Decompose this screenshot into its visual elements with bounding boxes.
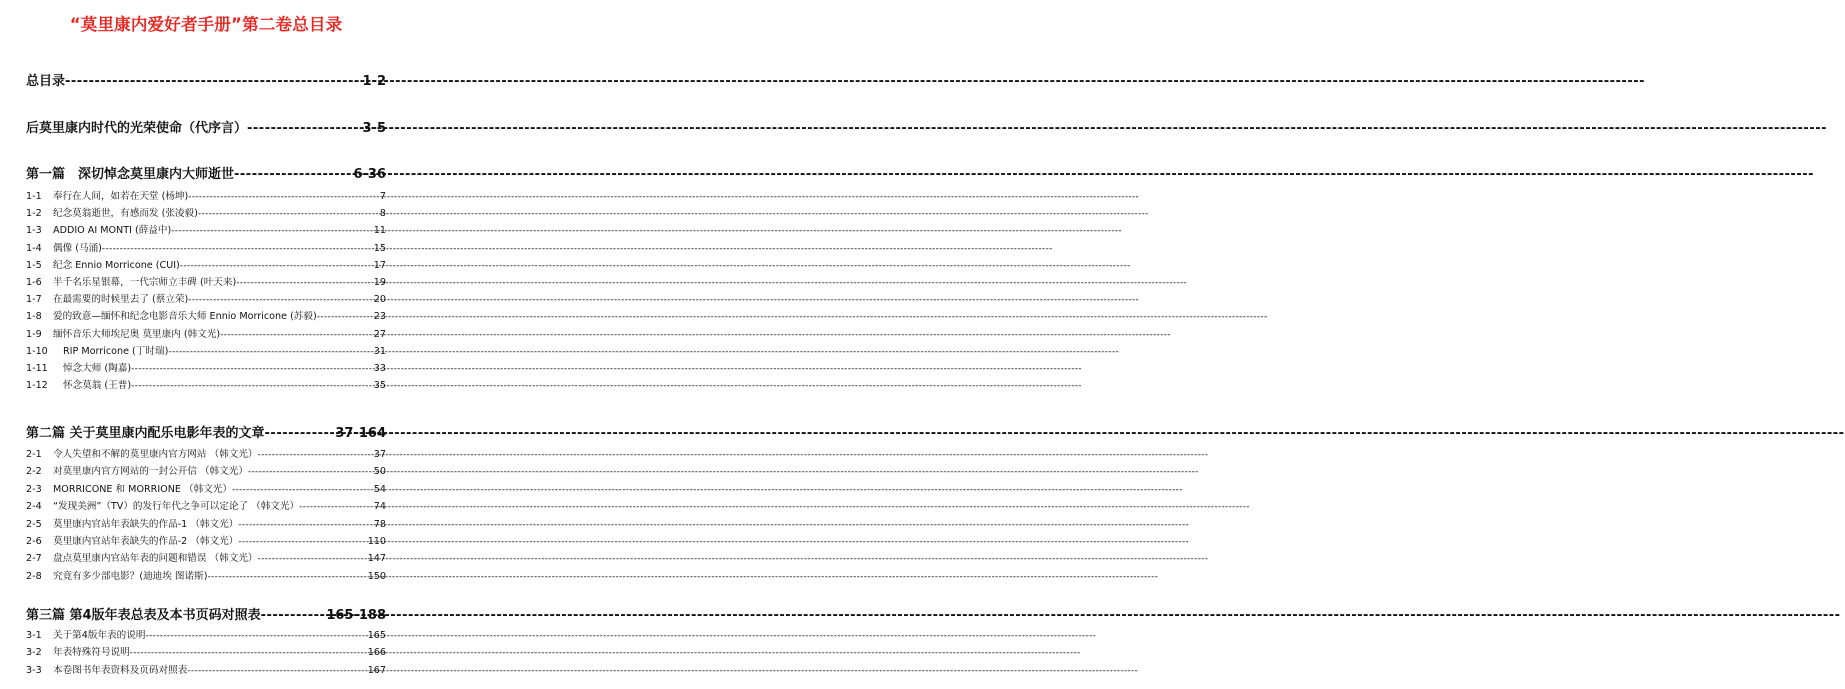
dot-leader <box>238 537 366 547</box>
page-number: 50 <box>373 466 386 478</box>
dot-leader <box>238 520 372 530</box>
entry-title: 爱的致意—缅怀和纪念电影音乐大师 Ennio Morricone (苏毅) <box>53 311 317 323</box>
toc-entry[interactable] <box>0 343 412 357</box>
entry-title: 令人失望和不解的莫里康内官方网站 （韩文光） <box>53 449 258 460</box>
entry-number: 2-4 <box>26 501 42 513</box>
page-number: 150 <box>367 570 386 582</box>
section-title: 第一篇 深切悼念莫里康内大师逝世 <box>26 167 235 182</box>
entry-number: 1-7 <box>26 294 42 306</box>
page-number: 3-5 <box>362 121 386 136</box>
entry-number: 3-3 <box>26 664 42 676</box>
entry-number: 1-3 <box>26 225 42 237</box>
toc-entry[interactable] <box>0 188 412 202</box>
entry-number: 1-8 <box>26 311 42 323</box>
entry-title: MORRICONE 和 MORRIONE （韩文光） <box>53 483 232 495</box>
entry-title: 纪念 Ennio Morricone (CUI) <box>53 259 180 271</box>
dot-leader <box>131 364 373 374</box>
entry-title: 莫里康内官站年表缺失的作品-2 （韩文光） <box>53 536 239 547</box>
dot-leader <box>232 485 373 495</box>
toc-entry[interactable] <box>0 205 412 219</box>
toc-entry[interactable] <box>0 222 412 236</box>
page-number: 7 <box>379 191 386 202</box>
entry-title: 盘点莫里康内官站年表的问题和错误 （韩文光） <box>53 553 258 565</box>
entry-title: 在最需要的时候里去了 (蔡立荣) <box>53 294 189 306</box>
toc-entry-label: 总目录 <box>26 74 66 89</box>
entry-number: 1-12 <box>26 380 48 392</box>
dot-leader <box>145 631 366 641</box>
entry-title: 缅怀音乐大师埃尼奥 莫里康内 (韩文光) <box>53 328 221 340</box>
entry-title: 莫里康内官站年表缺失的作品-1 （韩文光） <box>53 518 239 530</box>
page-number: 166 <box>367 647 386 659</box>
dot-leader <box>188 295 373 305</box>
page-number: 20 <box>373 294 386 306</box>
page-number: 35 <box>373 380 386 392</box>
dot-leader <box>198 209 379 219</box>
entry-number: 1-4 <box>26 242 42 254</box>
page-number: 78 <box>373 518 386 530</box>
dot-leader <box>299 502 373 512</box>
entry-title: 悼念大师 (陶嘉) <box>63 363 132 374</box>
entry-number: 2-6 <box>26 536 42 547</box>
dot-leader <box>261 608 325 623</box>
entry-title: 偶像 (马涌) <box>53 242 102 254</box>
toc-entry[interactable] <box>0 257 412 271</box>
entry-title: 对莫里康内官方网站的一封公开信 （韩文光） <box>53 466 248 478</box>
entry-title: 年表特殊符号说明 <box>53 647 130 659</box>
entry-number: 1-2 <box>26 208 42 220</box>
toc-entry-contents[interactable] <box>0 70 412 89</box>
entry-number: 1-10 <box>26 345 48 357</box>
entry-number: 1-6 <box>26 277 42 288</box>
page-number: 147 <box>367 553 386 565</box>
dot-leader <box>234 167 351 182</box>
dot-leader <box>258 554 367 564</box>
toc-entry[interactable] <box>0 498 412 512</box>
entry-title: 半千名乐星银幕，一代宗师立丰碑 (叶天来) <box>53 277 237 288</box>
dot-leader <box>168 347 372 357</box>
section-heading-3[interactable] <box>0 604 412 623</box>
entry-number: 3-1 <box>26 630 42 641</box>
entry-number: 2-2 <box>26 466 42 478</box>
entry-title: 纪念莫翁逝世，有感而发 (张凌毅) <box>53 208 198 220</box>
dot-leader <box>131 381 373 391</box>
page-number: 17 <box>373 259 386 271</box>
entry-title: 本卷图书年表资料及页码对照表 <box>53 664 188 676</box>
dot-leader <box>258 450 373 460</box>
dot-leader <box>188 192 379 202</box>
entry-title: ADDIO AI MONTI (薛益中) <box>53 225 172 237</box>
toc-entry[interactable] <box>0 550 412 564</box>
entry-number: 1-5 <box>26 259 42 271</box>
dot-leader <box>220 330 373 340</box>
page-number: 165 <box>367 630 386 641</box>
entry-title: 关于第4版年表的说明 <box>53 630 146 641</box>
dot-leader <box>247 121 359 136</box>
page-number: 110 <box>367 536 386 547</box>
toc-entry[interactable] <box>0 533 412 547</box>
page-number: 165-188 <box>326 608 386 623</box>
page-number: 74 <box>373 501 386 513</box>
entry-number: 2-1 <box>26 449 42 460</box>
toc-entry-preface[interactable] <box>0 117 412 136</box>
entry-title: 究竟有多少部电影？(迪迪埃 图诺斯) <box>53 570 208 582</box>
dot-leader <box>317 312 373 322</box>
page-number: 31 <box>373 345 386 357</box>
toc-entry[interactable] <box>0 568 412 582</box>
toc-entry[interactable] <box>0 446 412 460</box>
toc-entry[interactable] <box>0 481 412 495</box>
entry-title: 奉行在人间，如若在天堂 (杨坤) <box>53 191 189 202</box>
section-heading-2[interactable] <box>0 422 412 441</box>
toc-entry[interactable] <box>0 463 412 477</box>
toc-entry[interactable] <box>0 627 412 641</box>
toc-entry[interactable] <box>0 360 412 374</box>
page-number: 37 <box>373 449 386 460</box>
entry-title: 怀念莫翁 (王普) <box>63 380 132 392</box>
toc-entry-label: 后莫里康内时代的光荣使命（代序言） <box>26 121 248 136</box>
entry-number: 1-11 <box>26 363 48 374</box>
toc-entry[interactable] <box>0 291 412 305</box>
toc-entry[interactable] <box>0 516 412 530</box>
page-number: 15 <box>373 242 386 254</box>
page-number: 11 <box>373 225 386 237</box>
dot-leader <box>207 572 366 582</box>
toc-entry[interactable] <box>0 662 412 676</box>
page-number: 167 <box>367 664 386 676</box>
dot-leader <box>171 226 373 236</box>
entry-number: 1-1 <box>26 191 42 202</box>
page-number: 19 <box>373 277 386 288</box>
dot-leader <box>187 666 366 676</box>
toc-entry[interactable] <box>0 377 412 391</box>
entry-number: 1-9 <box>26 328 42 340</box>
entry-number: 2-7 <box>26 553 42 565</box>
page-number: 54 <box>373 483 386 495</box>
section-title: 第三篇 第4版年表总表及本书页码对照表 <box>26 608 261 623</box>
dot-leader <box>180 261 373 271</box>
toc-entry[interactable] <box>0 326 412 340</box>
entry-number: 3-2 <box>26 647 42 659</box>
section-title: 第二篇 关于莫里康内配乐电影年表的文章 <box>26 426 265 441</box>
dot-leader <box>65 74 359 89</box>
section-heading-1[interactable] <box>0 163 412 182</box>
page-number: 27 <box>373 328 386 340</box>
dot-leader <box>130 648 367 658</box>
entry-number: 2-8 <box>26 570 42 582</box>
page-number: 23 <box>373 311 386 323</box>
page-number: 33 <box>373 363 386 374</box>
page-number: 8 <box>379 208 386 220</box>
toc-entry[interactable] <box>0 308 412 322</box>
page-number: 37-164 <box>335 426 386 441</box>
page-number: 1-2 <box>362 74 386 89</box>
entry-number: 2-5 <box>26 518 42 530</box>
entry-title: “发现美洲”（TV）的发行年代之争可以定论了 （韩文光） <box>53 501 300 513</box>
document-title: “莫里康内爱好者手册”第二卷总目录 <box>69 15 343 34</box>
entry-number: 2-3 <box>26 483 42 495</box>
toc-entry[interactable] <box>0 644 412 658</box>
toc-entry[interactable] <box>0 240 412 254</box>
page-number: 6-36 <box>353 167 386 182</box>
dot-leader <box>102 244 373 254</box>
toc-entry[interactable] <box>0 274 412 288</box>
dot-leader <box>265 426 334 441</box>
dot-leader <box>248 467 373 477</box>
entry-title: RIP Morricone (丁时瑞) <box>63 345 169 357</box>
dot-leader <box>236 278 373 288</box>
